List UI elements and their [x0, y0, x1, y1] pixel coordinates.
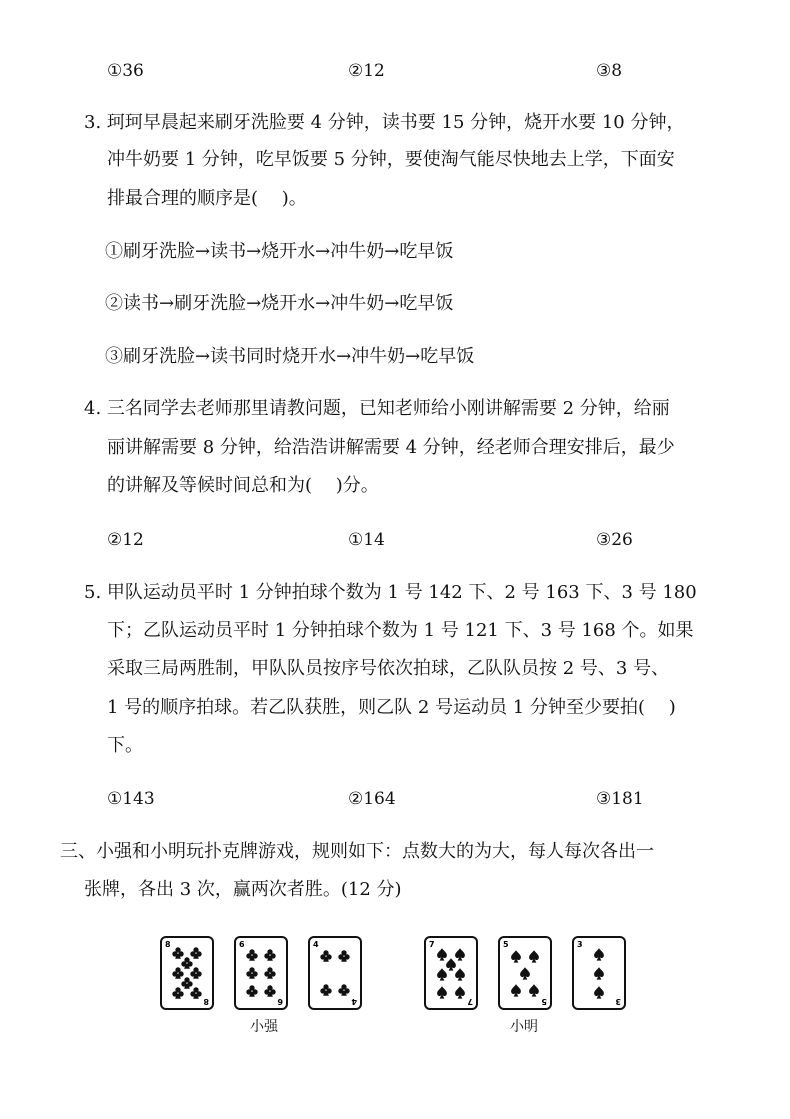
xiaoqiang-card-1	[160, 936, 214, 1010]
spade-pip-icon	[437, 968, 447, 980]
xiaoming-card-2	[498, 936, 552, 1010]
q5-option-3: ③181	[596, 789, 644, 809]
q3-line-2: 冲牛奶要 1 分钟，吃早饭要 5 分钟，要使淘气能尽快地去上学，下面安	[107, 149, 675, 170]
q5-line-4: 1 号的顺序拍球。若乙队获胜，则乙队 2 号运动员 1 分钟至少要拍( )	[107, 697, 676, 718]
club-pip-icon	[246, 985, 257, 996]
club-pip-icon	[264, 949, 275, 960]
club-pip-icon	[172, 947, 183, 958]
club-pip-icon	[190, 967, 201, 978]
club-pip-icon	[181, 977, 192, 988]
card-rank-bottom: 5	[541, 997, 547, 1006]
section3-line-2: 张牌，各出 3 次，赢两次者胜。(12 分)	[84, 879, 402, 900]
spade-pip-icon	[594, 986, 604, 998]
card-rank-top: 6	[239, 940, 245, 949]
q5-line-1: 5. 甲队运动员平时 1 分钟拍球个数为 1 号 142 下、2 号 163 下、3 号 180	[84, 582, 697, 603]
card-rank-top: 8	[165, 940, 171, 949]
card-rank-bottom: 4	[351, 997, 357, 1006]
q4-option-1: ②12	[107, 530, 144, 550]
spade-card-art	[500, 938, 550, 1008]
card-rank-bottom: 8	[203, 997, 209, 1006]
spade-pip-icon	[594, 948, 604, 960]
club-pip-icon	[338, 950, 349, 961]
club-pip-icon	[246, 949, 257, 960]
spade-pip-icon	[446, 958, 456, 970]
q4-option-3: ③26	[596, 530, 633, 550]
q2-option-3: ③8	[596, 61, 623, 81]
q3-line-1: 3. 珂珂早晨起来刷牙洗脸要 4 分钟，读书要 15 分钟，烧开水要 10 分钟，	[84, 112, 685, 133]
card-rank-top: 3	[577, 940, 583, 949]
club-pip-icon	[172, 967, 183, 978]
q3-option-3: ③刷牙洗脸→读书同时烧开水→冲牛奶→吃早饭	[105, 346, 475, 367]
card-rank-top: 7	[429, 940, 435, 949]
club-pip-icon	[264, 985, 275, 996]
card-rank-top: 5	[503, 940, 509, 949]
q2-option-2: ②12	[348, 61, 385, 81]
spade-pip-icon	[455, 986, 465, 998]
xiaoqiang-card-3	[308, 936, 362, 1010]
q4-option-2: ①14	[348, 530, 385, 550]
card-rank-bottom: 6	[277, 997, 283, 1006]
xiaoming-card-3	[572, 936, 626, 1010]
club-pip-icon	[264, 967, 275, 978]
q5-line-2: 下；乙队运动员平时 1 分钟拍球个数为 1 号 121 下、3 号 168 个。如果	[107, 620, 694, 641]
q3-line-3: 排最合理的顺序是( )。	[107, 188, 307, 209]
q4-line-1: 4. 三名同学去老师那里请教问题，已知老师给小刚讲解需要 2 分钟，给丽	[84, 398, 670, 419]
spade-pip-icon	[511, 950, 521, 962]
club-pip-icon	[172, 987, 183, 998]
club-pip-icon	[320, 950, 331, 961]
spade-pip-icon	[594, 967, 604, 979]
q5-line-3: 采取三局两胜制，甲队队员按序号依次拍球，乙队队员按 2 号、3 号、	[107, 658, 670, 679]
q3-option-1: ①刷牙洗脸→读书→烧开水→冲牛奶→吃早饭	[105, 241, 454, 262]
club-pip-icon	[181, 957, 192, 968]
spade-pip-icon	[529, 984, 539, 996]
spade-pip-icon	[455, 948, 465, 960]
spade-card-art	[426, 938, 476, 1008]
spade-card-art	[574, 938, 624, 1008]
xiaoqiang-caption: 小强	[250, 1019, 278, 1035]
club-pip-icon	[338, 984, 349, 995]
xiaoqiang-card-2	[234, 936, 288, 1010]
q3-option-2: ②读书→刷牙洗脸→烧开水→冲牛奶→吃早饭	[105, 293, 454, 314]
q2-option-1: ①36	[107, 61, 144, 81]
spade-pip-icon	[520, 967, 530, 979]
spade-pip-icon	[511, 984, 521, 996]
card-rank-bottom: 7	[467, 997, 473, 1006]
q5-line-5: 下。	[107, 735, 143, 756]
q4-line-2: 丽讲解需要 8 分钟，给浩浩讲解需要 4 分钟，经老师合理安排后，最少	[107, 437, 675, 458]
club-pip-icon	[190, 947, 201, 958]
xiaoming-card-1	[424, 936, 478, 1010]
spade-pip-icon	[437, 986, 447, 998]
spade-pip-icon	[437, 948, 447, 960]
section3-line-1: 三、小强和小明玩扑克牌游戏，规则如下：点数大的为大，每人每次各出一	[60, 841, 654, 862]
club-pip-icon	[320, 984, 331, 995]
card-rank-bottom: 3	[615, 997, 621, 1006]
q5-option-2: ②164	[348, 789, 396, 809]
club-pip-icon	[246, 967, 257, 978]
spade-pip-icon	[455, 968, 465, 980]
q4-line-3: 的讲解及等候时间总和为( )分。	[107, 475, 379, 496]
club-card-art	[236, 938, 286, 1008]
xiaoming-caption: 小明	[510, 1019, 538, 1035]
club-pip-icon	[190, 987, 201, 998]
club-card-art	[310, 938, 360, 1008]
spade-pip-icon	[529, 950, 539, 962]
club-card-art	[162, 938, 212, 1008]
card-rank-top: 4	[313, 940, 319, 949]
q5-option-1: ①143	[107, 789, 155, 809]
